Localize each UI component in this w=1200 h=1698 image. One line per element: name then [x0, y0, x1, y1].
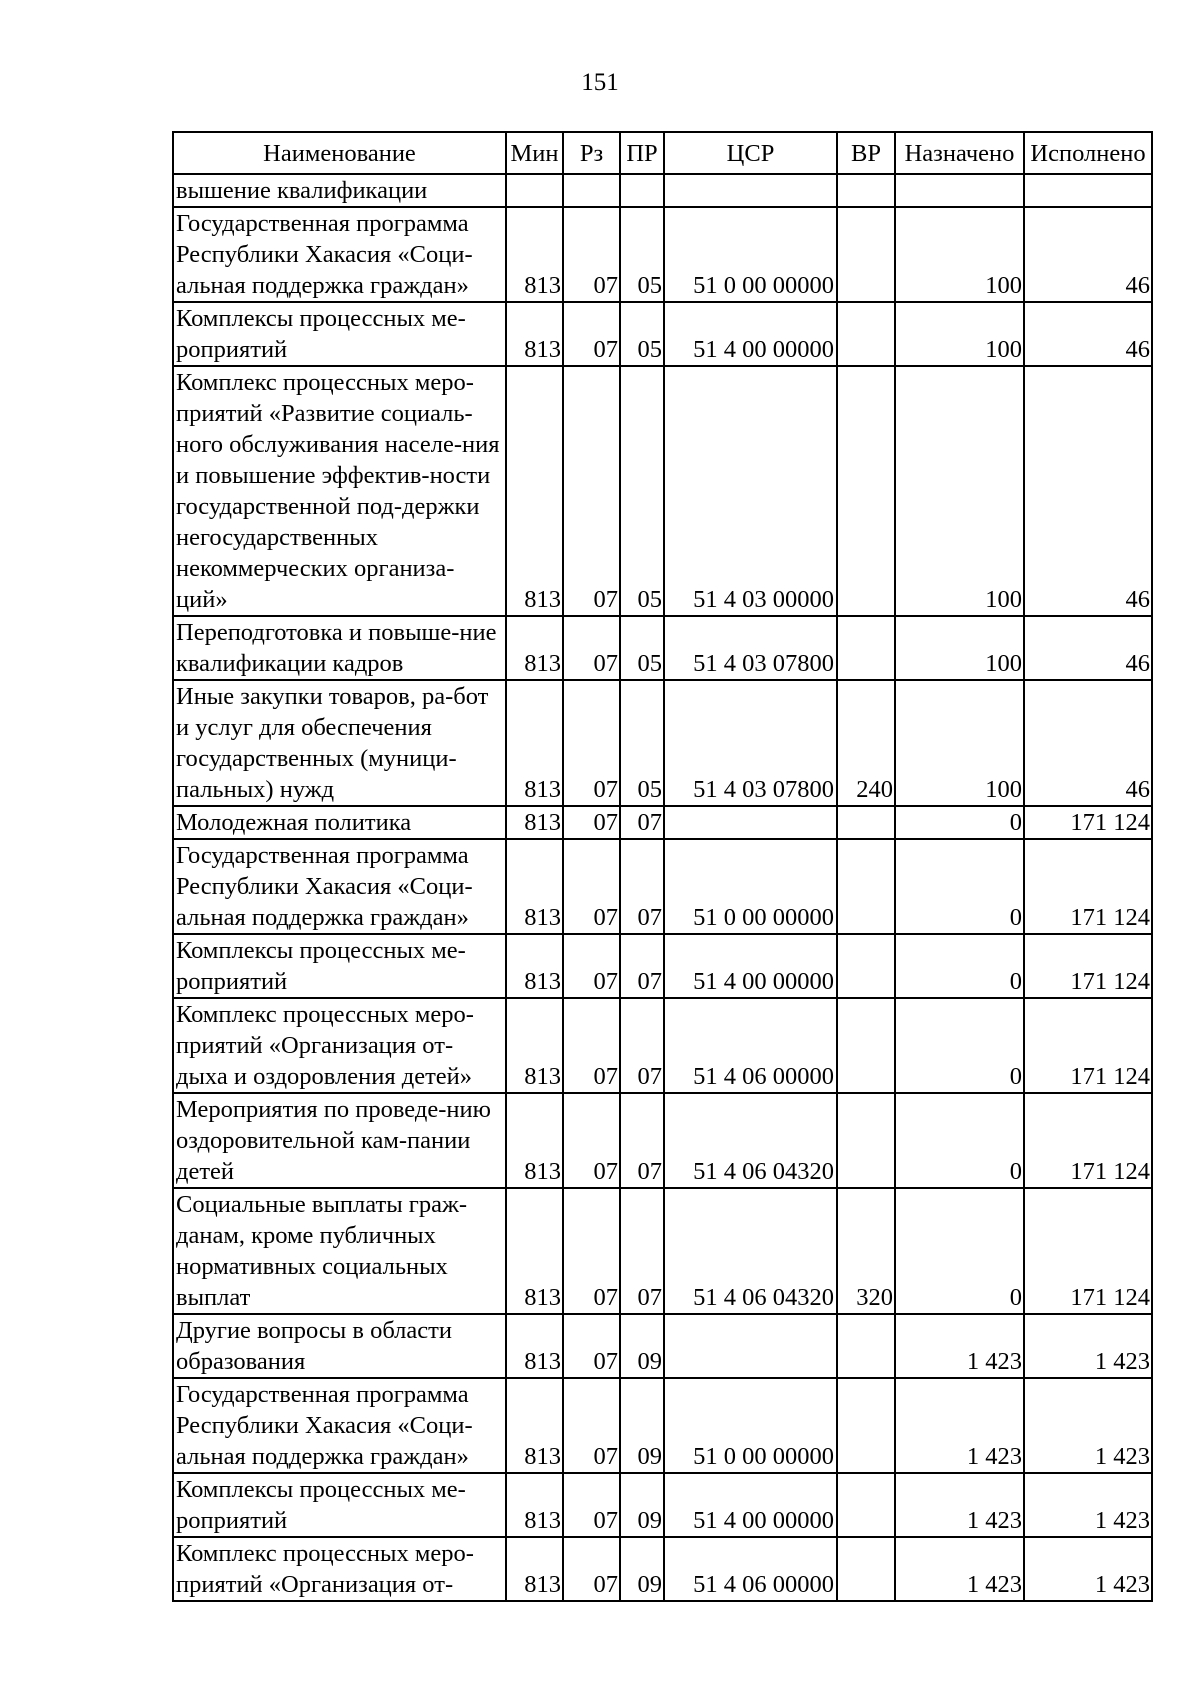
table-row	[173, 680, 1152, 806]
cell-min: 813	[506, 1093, 563, 1188]
cell-pr: 05	[620, 616, 664, 680]
cell-rz: 07	[563, 934, 620, 998]
cell-rz: 07	[563, 839, 620, 934]
table-row	[173, 806, 1152, 839]
cell-assigned: 100	[895, 616, 1024, 680]
cell-pr: 05	[620, 680, 664, 806]
cell-min: 813	[506, 1537, 563, 1601]
cell-vr	[837, 366, 895, 616]
cell-name: Социальные выплаты граж-данам, кроме публичных нормативных социальных выплат	[173, 1188, 506, 1314]
table-row	[173, 366, 1152, 616]
cell-pr: 07	[620, 934, 664, 998]
cell-min: 813	[506, 1473, 563, 1537]
cell-csr	[664, 1314, 837, 1378]
cell-executed: 46	[1024, 207, 1152, 302]
cell-assigned: 0	[895, 1188, 1024, 1314]
cell-name: Комплекс процессных меро-приятий «Развитие социаль-ного обслуживания населе-ния и повышение эффектив-ности государственной под-держки негосударственных некоммерческих организа-ций»	[173, 366, 506, 616]
cell-vr	[837, 1378, 895, 1473]
cell-rz: 07	[563, 616, 620, 680]
cell-name: Комплекс процессных меро-приятий «Организация от-	[173, 1537, 506, 1601]
cell-vr	[837, 1537, 895, 1601]
cell-min: 813	[506, 616, 563, 680]
cell-pr: 09	[620, 1537, 664, 1601]
cell-vr	[837, 839, 895, 934]
cell-rz: 07	[563, 1314, 620, 1378]
cell-assigned: 1 423	[895, 1473, 1024, 1537]
cell-name: Другие вопросы в области образования	[173, 1314, 506, 1378]
cell-min: 813	[506, 680, 563, 806]
cell-min: 813	[506, 1314, 563, 1378]
cell-rz: 07	[563, 302, 620, 366]
cell-rz: 07	[563, 207, 620, 302]
cell-vr	[837, 1093, 895, 1188]
cell-vr	[837, 806, 895, 839]
cell-csr	[664, 174, 837, 207]
cell-executed: 1 423	[1024, 1314, 1152, 1378]
cell-csr: 51 4 00 00000	[664, 1473, 837, 1537]
cell-name: Иные закупки товаров, ра-бот и услуг для обеспечения государственных (муници-пальных) нужд	[173, 680, 506, 806]
cell-name: Государственная программа Республики Хакасия «Соци-альная поддержка граждан»	[173, 207, 506, 302]
cell-executed: 171 124	[1024, 998, 1152, 1093]
header-executed: Исполнено	[1024, 132, 1152, 174]
cell-csr: 51 4 00 00000	[664, 934, 837, 998]
cell-vr	[837, 302, 895, 366]
header-min: Мин	[506, 132, 563, 174]
cell-min: 813	[506, 839, 563, 934]
page-number: 151	[581, 69, 619, 96]
cell-csr: 51 4 03 00000	[664, 366, 837, 616]
cell-vr	[837, 934, 895, 998]
cell-rz: 07	[563, 1473, 620, 1537]
cell-name: Молодежная политика	[173, 806, 506, 839]
cell-csr: 51 4 00 00000	[664, 302, 837, 366]
cell-min: 813	[506, 207, 563, 302]
cell-executed: 171 124	[1024, 806, 1152, 839]
budget-table	[172, 131, 1153, 1602]
cell-executed: 1 423	[1024, 1378, 1152, 1473]
cell-csr: 51 0 00 00000	[664, 207, 837, 302]
table-row	[173, 1093, 1152, 1188]
cell-rz: 07	[563, 366, 620, 616]
cell-rz: 07	[563, 998, 620, 1093]
cell-csr: 51 4 06 00000	[664, 1537, 837, 1601]
cell-rz	[563, 174, 620, 207]
cell-name: Комплексы процессных ме-роприятий	[173, 1473, 506, 1537]
table-row	[173, 207, 1152, 302]
cell-name: Переподготовка и повыше-ние квалификации кадров	[173, 616, 506, 680]
cell-rz: 07	[563, 1378, 620, 1473]
cell-executed: 171 124	[1024, 1188, 1152, 1314]
header-vr: ВР	[837, 132, 895, 174]
cell-name: Комплекс процессных меро-приятий «Организация от-дыха и оздоровления детей»	[173, 998, 506, 1093]
cell-executed: 46	[1024, 680, 1152, 806]
cell-executed: 171 124	[1024, 839, 1152, 934]
cell-vr	[837, 174, 895, 207]
cell-vr	[837, 1473, 895, 1537]
cell-assigned: 0	[895, 934, 1024, 998]
cell-pr: 07	[620, 839, 664, 934]
cell-executed: 171 124	[1024, 934, 1152, 998]
cell-csr: 51 4 03 07800	[664, 616, 837, 680]
cell-csr: 51 0 00 00000	[664, 1378, 837, 1473]
cell-pr	[620, 174, 664, 207]
table-row	[173, 302, 1152, 366]
cell-executed: 1 423	[1024, 1537, 1152, 1601]
header-pr: ПР	[620, 132, 664, 174]
cell-csr: 51 4 06 04320	[664, 1093, 837, 1188]
cell-assigned: 0	[895, 1093, 1024, 1188]
cell-vr	[837, 998, 895, 1093]
cell-pr: 07	[620, 806, 664, 839]
cell-min: 813	[506, 934, 563, 998]
cell-min: 813	[506, 1188, 563, 1314]
cell-executed: 1 423	[1024, 1473, 1152, 1537]
cell-rz: 07	[563, 806, 620, 839]
cell-vr	[837, 1314, 895, 1378]
cell-rz: 07	[563, 1093, 620, 1188]
header-csr: ЦСР	[664, 132, 837, 174]
table-row	[173, 1537, 1152, 1601]
header-assigned: Назначено	[895, 132, 1024, 174]
cell-name: вышение квалификации	[173, 174, 506, 207]
cell-name: Государственная программа Республики Хакасия «Соци-альная поддержка граждан»	[173, 1378, 506, 1473]
table-header-row	[173, 132, 1152, 174]
cell-pr: 05	[620, 302, 664, 366]
cell-assigned	[895, 174, 1024, 207]
table-row	[173, 839, 1152, 934]
cell-pr: 09	[620, 1314, 664, 1378]
cell-min: 813	[506, 1378, 563, 1473]
cell-pr: 07	[620, 998, 664, 1093]
header-rz: Рз	[563, 132, 620, 174]
cell-name: Государственная программа Республики Хакасия «Соци-альная поддержка граждан»	[173, 839, 506, 934]
cell-min: 813	[506, 998, 563, 1093]
cell-pr: 07	[620, 1093, 664, 1188]
cell-assigned: 0	[895, 998, 1024, 1093]
cell-assigned: 0	[895, 839, 1024, 934]
table-row	[173, 174, 1152, 207]
cell-rz: 07	[563, 1188, 620, 1314]
cell-executed	[1024, 174, 1152, 207]
cell-min: 813	[506, 366, 563, 616]
cell-pr: 07	[620, 1188, 664, 1314]
cell-assigned: 100	[895, 302, 1024, 366]
cell-pr: 09	[620, 1473, 664, 1537]
cell-csr: 51 0 00 00000	[664, 839, 837, 934]
cell-rz: 07	[563, 1537, 620, 1601]
table-row	[173, 998, 1152, 1093]
table-row	[173, 934, 1152, 998]
cell-rz: 07	[563, 680, 620, 806]
cell-csr: 51 4 03 07800	[664, 680, 837, 806]
cell-executed: 46	[1024, 366, 1152, 616]
cell-csr	[664, 806, 837, 839]
table-row	[173, 1473, 1152, 1537]
cell-pr: 09	[620, 1378, 664, 1473]
cell-vr: 320	[837, 1188, 895, 1314]
cell-pr: 05	[620, 366, 664, 616]
cell-assigned: 100	[895, 207, 1024, 302]
cell-executed: 46	[1024, 616, 1152, 680]
cell-name: Мероприятия по проведе-нию оздоровительной кам-пании детей	[173, 1093, 506, 1188]
cell-assigned: 1 423	[895, 1314, 1024, 1378]
cell-executed: 171 124	[1024, 1093, 1152, 1188]
cell-assigned: 1 423	[895, 1378, 1024, 1473]
cell-min: 813	[506, 806, 563, 839]
cell-assigned: 0	[895, 806, 1024, 839]
cell-assigned: 100	[895, 680, 1024, 806]
cell-pr: 05	[620, 207, 664, 302]
cell-csr: 51 4 06 04320	[664, 1188, 837, 1314]
cell-name: Комплексы процессных ме-роприятий	[173, 934, 506, 998]
header-name: Наименование	[173, 132, 506, 174]
cell-vr	[837, 207, 895, 302]
cell-executed: 46	[1024, 302, 1152, 366]
cell-vr: 240	[837, 680, 895, 806]
cell-vr	[837, 616, 895, 680]
table-row	[173, 1314, 1152, 1378]
cell-assigned: 1 423	[895, 1537, 1024, 1601]
cell-name: Комплексы процессных ме-роприятий	[173, 302, 506, 366]
table-row	[173, 1378, 1152, 1473]
cell-min	[506, 174, 563, 207]
cell-min: 813	[506, 302, 563, 366]
cell-csr: 51 4 06 00000	[664, 998, 837, 1093]
table-row	[173, 616, 1152, 680]
table-row	[173, 1188, 1152, 1314]
cell-assigned: 100	[895, 366, 1024, 616]
